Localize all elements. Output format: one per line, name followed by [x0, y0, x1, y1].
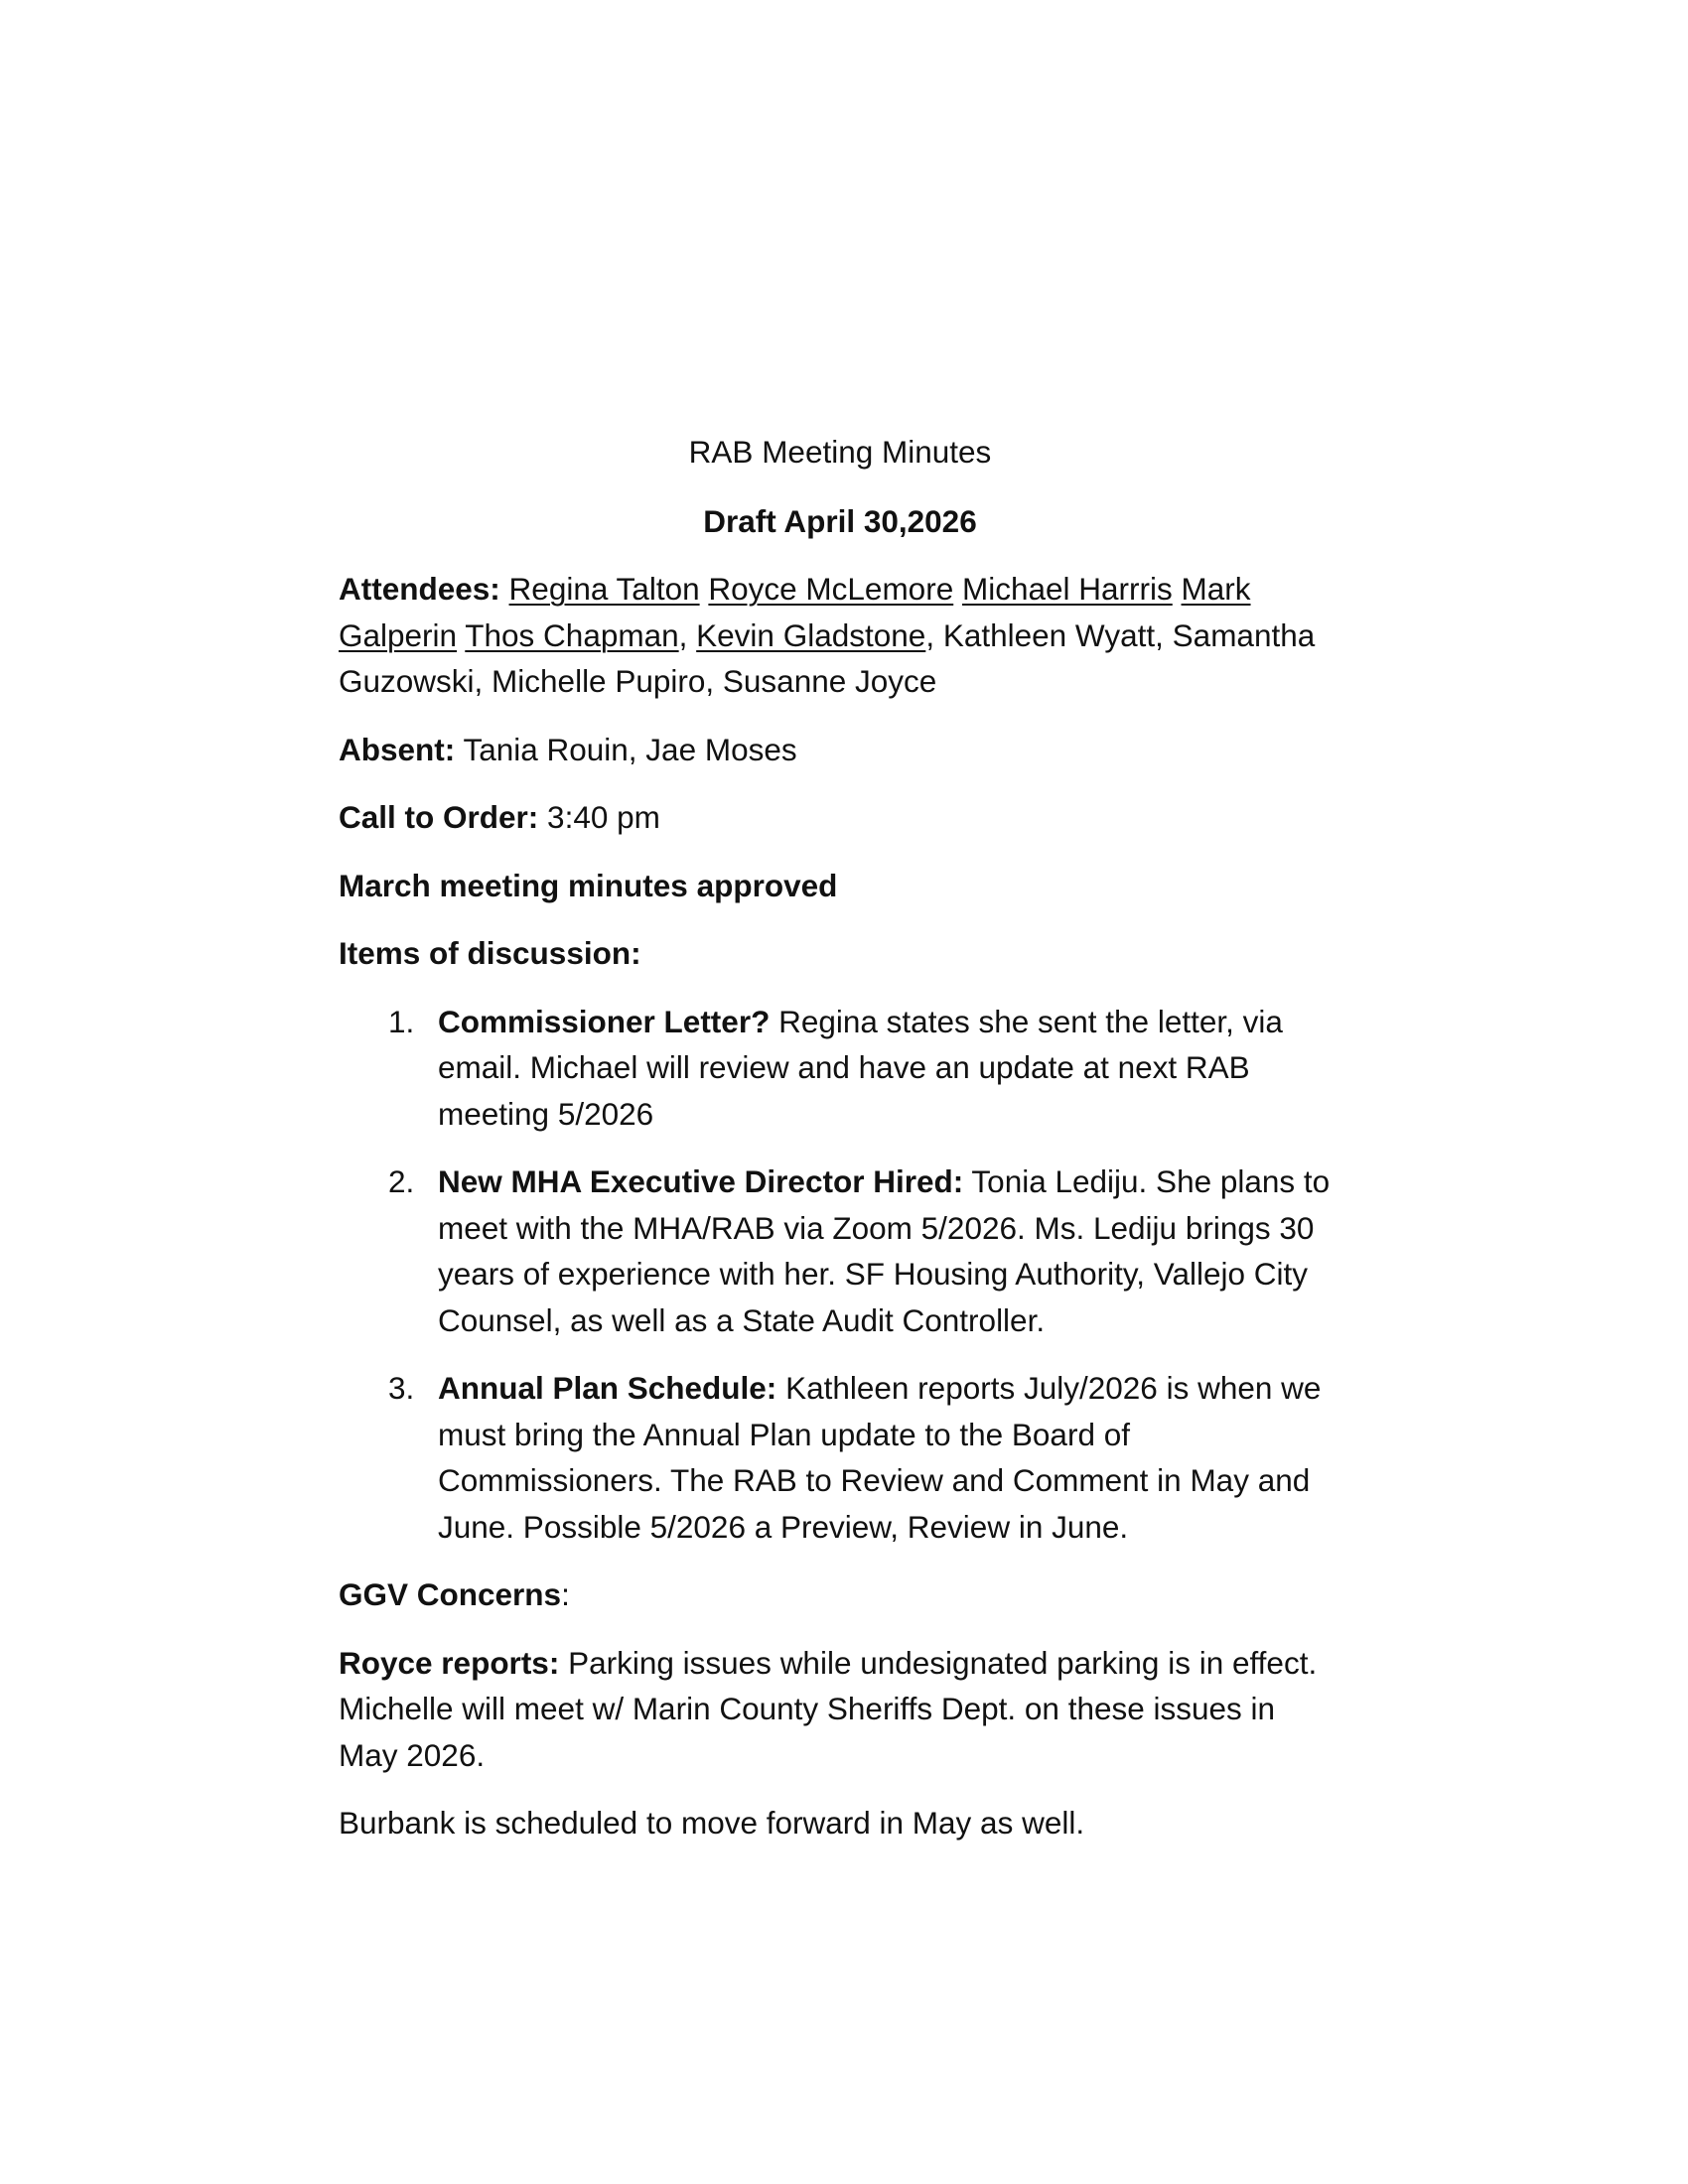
burbank-paragraph: Burbank is scheduled to move forward in May as well.	[339, 1805, 1085, 1841]
call-to-order-paragraph	[339, 794, 1341, 841]
ggv-concerns-label: GGV Concerns	[339, 1576, 562, 1612]
minutes-document	[339, 429, 1341, 1868]
item-label: Commissioner Letter?	[438, 1003, 771, 1039]
ggv-concerns-colon: :	[561, 1576, 570, 1612]
attendee-link[interactable]: Michael Harrris	[961, 571, 1173, 607]
royce-report-label: Royce reports:	[339, 1644, 560, 1681]
item-label: New MHA Executive Director Hired:	[438, 1163, 964, 1199]
item-number: 1.	[388, 1003, 415, 1039]
discussion-item	[339, 999, 1341, 1138]
absent-label: Absent:	[339, 731, 456, 767]
discussion-list	[339, 999, 1341, 1551]
attendees-label: Attendees:	[339, 571, 500, 607]
item-text: Regina states she sent the letter, via email. Michael will review and have an update at next RAB meeting 5/2026	[438, 1003, 1283, 1132]
document-title: RAB Meeting Minutes	[688, 434, 992, 470]
document-subtitle: Draft April 30,2026	[703, 502, 977, 539]
discussion-item	[339, 1159, 1341, 1343]
items-heading-paragraph	[339, 930, 1341, 977]
item-label: Annual Plan Schedule:	[438, 1370, 777, 1406]
ggv-concerns-paragraph	[339, 1571, 1341, 1618]
items-heading: Items of discussion:	[339, 935, 641, 971]
absent-names: Tania Rouin, Jae Moses	[463, 731, 797, 767]
attendees-others: Kathleen Wyatt, Samantha Guzowski, Michelle Pupiro, Susanne Joyce	[339, 616, 1316, 699]
minutes-approved-paragraph	[339, 863, 1341, 909]
item-text: Tonia Lediju. She plans to meet with the MHA/RAB via Zoom 5/2026. Ms. Lediju brings 30 years of experience with her. SF Housing Authority, Vallejo City Counsel, as well as a State Audit Controller.	[438, 1163, 1331, 1338]
call-to-order-time: 3:40 pm	[547, 799, 660, 835]
item-number: 3.	[388, 1370, 415, 1406]
attendees-paragraph: Attendees: Regina Talton Royce McLemore Michael Harrris Mark Galperin Thos Chapman, Kevin Gladstone, Kathleen Wyatt, Samantha Guzowski, Michelle Pupiro, Susanne Joyce	[339, 571, 1316, 699]
royce-report-text: Parking issues while undesignated parking is in effect. Michelle will meet w/ Marin County Sheriffs Dept. on these issues in May 2026.	[339, 1644, 1318, 1773]
attendee-link[interactable]: Royce McLemore	[708, 571, 954, 607]
discussion-item	[339, 1365, 1341, 1550]
attendee-link[interactable]: Thos Chapman	[465, 616, 679, 653]
call-to-order-label: Call to Order:	[339, 799, 539, 835]
minutes-approved-text: March meeting minutes approved	[339, 867, 838, 903]
attendee-link[interactable]: Kevin Gladstone	[696, 616, 926, 653]
royce-report-paragraph	[339, 1640, 1341, 1779]
item-number: 2.	[388, 1163, 415, 1199]
attendee-link[interactable]: Regina Talton	[508, 571, 700, 607]
absent-paragraph	[339, 727, 1341, 773]
attendee-link[interactable]: Mark Galperin	[339, 571, 1251, 653]
item-text: Kathleen reports July/2026 is when we must bring the Annual Plan update to the Board of Commissioners. The RAB to Review and Comment in May and June. Possible 5/2026 a Preview, Review in June.	[438, 1370, 1322, 1545]
